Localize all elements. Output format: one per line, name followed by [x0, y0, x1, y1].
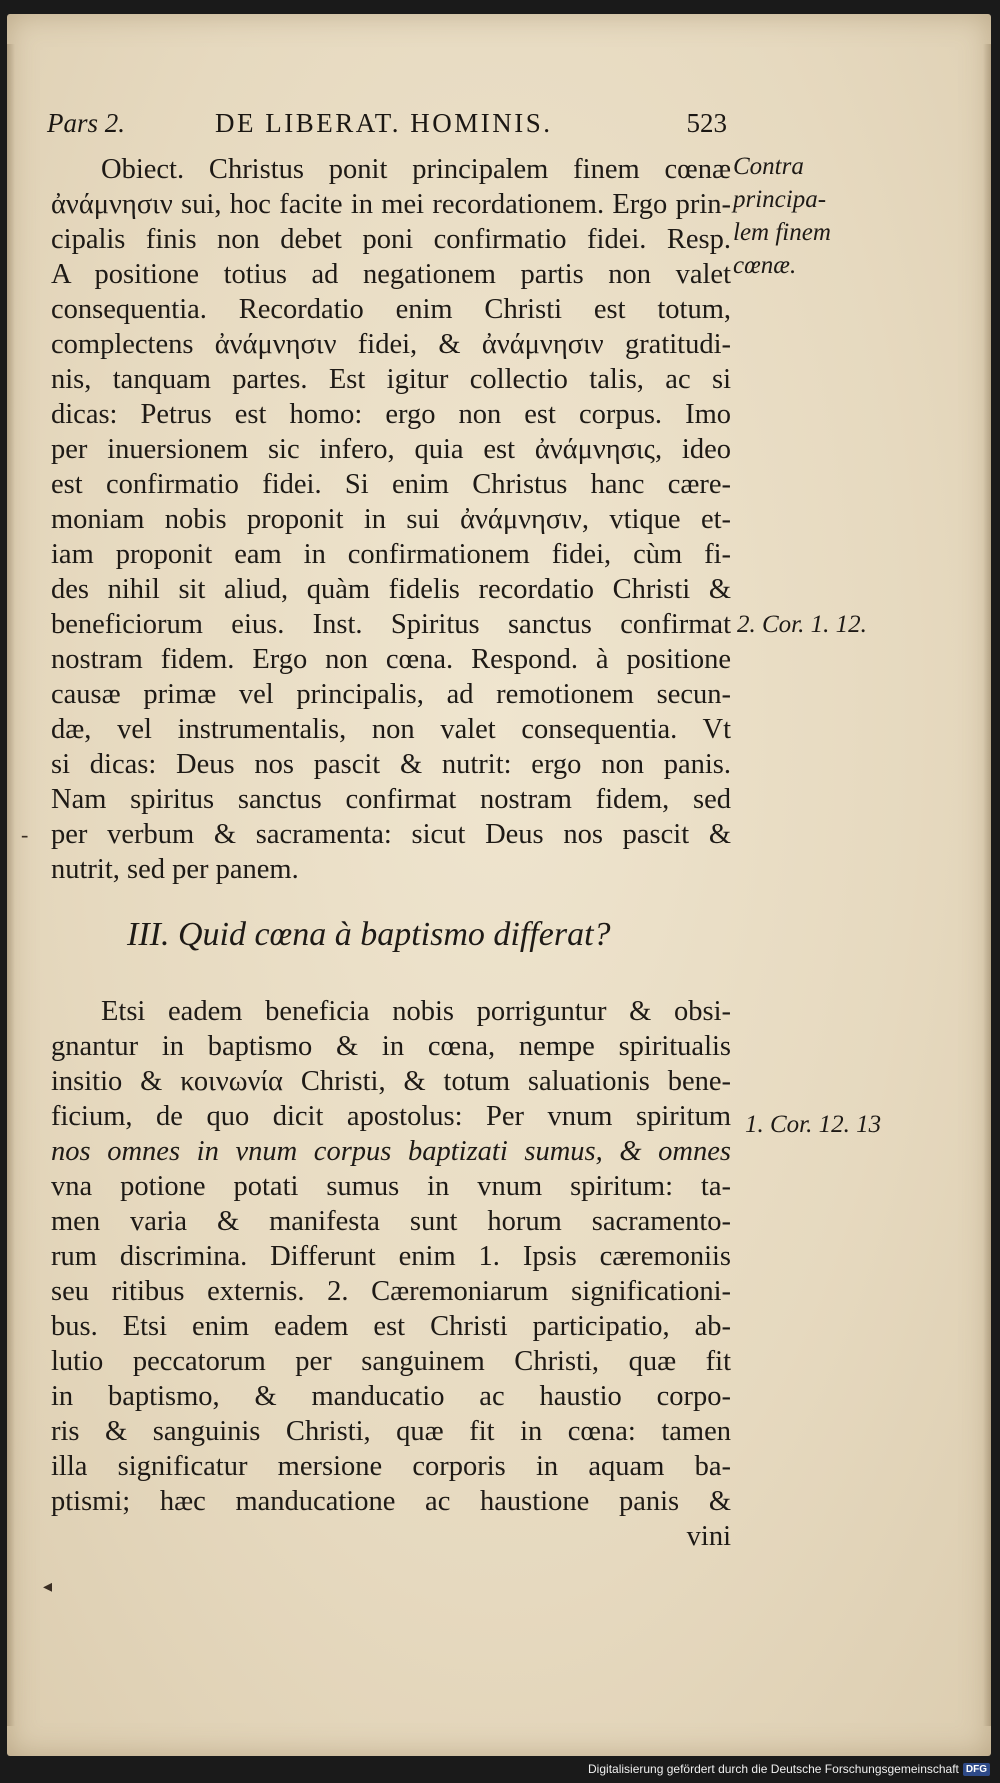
text-line: Nam spiritus sanctus confirmat nostram fidem, sed: [51, 784, 731, 815]
margin-line: cœnæ.: [733, 252, 797, 279]
text-line: vna potione potati sumus in vnum spiritum: ta-: [51, 1171, 731, 1202]
text-line: nis, tanquam partes. Est igitur collectio talis, ac si: [51, 364, 731, 395]
running-header: [47, 108, 727, 144]
book-page: [7, 14, 991, 1756]
text-line: dicas: Petrus est homo: ergo non est corpus. Imo: [51, 399, 731, 430]
text-line: per inuersionem sic infero, quia est ἀνάμνησις, ideo: [51, 434, 731, 465]
text-line: ptismi; hæc manducatione ac haustione panis &: [51, 1486, 731, 1517]
margin-line: principa-: [733, 186, 827, 213]
text-line: seu ritibus externis. 2. Cæremoniarum significationi-: [51, 1276, 731, 1307]
text-line: nostram fidem. Ergo non cœna. Respond. à positione: [51, 644, 731, 675]
text-line: complectens ἀνάμνησιν fidei, & ἀνάμνησιν gratitudi-: [51, 329, 731, 360]
text-line: dæ, vel instrumentalis, non valet consequentia. Vt: [51, 714, 731, 745]
text-line: Obiect. Christus ponit principalem finem cœnæ: [101, 154, 731, 185]
page-edge-right: [983, 44, 991, 1726]
text-line: nutrit, sed per panem.: [51, 854, 299, 885]
text-line: iam proponit eam in confirmationem fidei, cùm fi-: [51, 539, 731, 570]
part-label: Pars 2.: [47, 108, 126, 138]
digitization-footer: [588, 1760, 990, 1778]
catchword: vini: [686, 1521, 731, 1552]
text-line: ἀνάμνησιν sui, hoc facite in mei recordationem. Ergo prin-: [51, 189, 731, 220]
text-line: ris & sanguinis Christi, quæ fit in cœna: tamen: [51, 1416, 731, 1447]
section-difference-text: [51, 994, 731, 1554]
text-line: gnantur in baptismo & in cœna, nempe spiritualis: [51, 1031, 731, 1062]
text-line: ficium, de quo dicit apostolus: Per vnum spiritum: [51, 1101, 731, 1132]
text-line: in baptismo, & manducatio ac haustio corpo-: [51, 1381, 731, 1412]
text-line: consequentia. Recordatio enim Christi est totum,: [51, 294, 731, 325]
text-line: lutio peccatorum per sanguinem Christi, quæ fit: [51, 1346, 731, 1377]
marginal-reference-1cor: 1. Cor. 12. 13: [745, 1111, 882, 1138]
marginal-note-contra: [733, 150, 923, 282]
margin-line: Contra: [733, 153, 804, 180]
text-line: beneficiorum eius. Inst. Spiritus sanctus confirmat: [51, 609, 731, 640]
text-line: causæ primæ vel principalis, ad remotionem secun-: [51, 679, 731, 710]
ink-mark: -: [21, 822, 29, 847]
page-edge-left: [7, 44, 15, 1726]
text-line: cipalis finis non debet poni confirmatio fidei. Resp.: [51, 224, 731, 255]
running-title: DE LIBERAT. HOMINIS.: [215, 108, 553, 138]
text-line: est confirmatio fidei. Si enim Christus hanc cære-: [51, 469, 731, 500]
text-line: per verbum & sacramenta: sicut Deus nos pascit &: [51, 819, 731, 850]
text-line: men varia & manifesta sunt horum sacramento-: [51, 1206, 731, 1237]
text-line: nos omnes in vnum corpus baptizati sumus, & omnes: [51, 1136, 731, 1167]
text-line: illa significatur mersione corporis in aquam ba-: [51, 1451, 731, 1482]
ink-mark: ◂: [43, 1576, 53, 1596]
text-line: des nihil sit aliud, quàm fidelis recordatio Christi &: [51, 574, 731, 605]
text-line: A positione totius ad negationem partis non valet: [51, 259, 731, 290]
text-line: rum discrimina. Differunt enim 1. Ipsis cæremoniis: [51, 1241, 731, 1272]
text-line: si dicas: Deus nos pascit & nutrit: ergo non panis.: [51, 749, 731, 780]
footer-text: Digitalisierung gefördert durch die Deutsche Forschungsgemeinschaft: [588, 1762, 959, 1776]
section-heading: III. Quid cœna à baptismo differat?: [127, 916, 611, 953]
marginal-reference-2cor: 2. Cor. 1. 12.: [737, 611, 867, 638]
text-line: bus. Etsi enim eadem est Christi participatio, ab-: [51, 1311, 731, 1342]
text-line: insitio & κοινωνία Christi, & totum saluationis bene-: [51, 1066, 731, 1097]
margin-line: lem finem: [733, 219, 831, 246]
text-line: moniam nobis proponit in sui ἀνάμνησιν, vtique et-: [51, 504, 731, 535]
dfg-logo: DFG: [963, 1763, 990, 1776]
section-objection-text: [51, 152, 731, 887]
page-number: 523: [686, 108, 727, 138]
text-line: Etsi eadem beneficia nobis porriguntur & obsi-: [101, 996, 731, 1027]
